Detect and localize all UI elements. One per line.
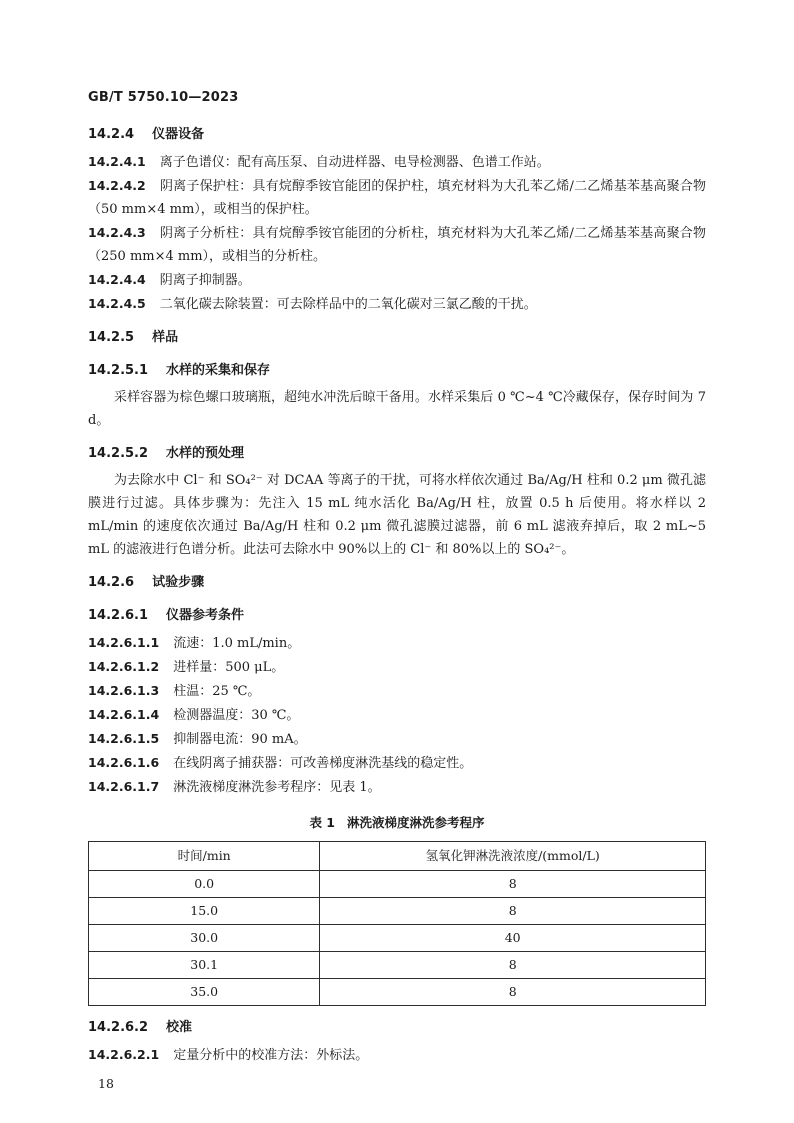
- clause-text: 阴离子抑制器。: [159, 273, 251, 288]
- table-row: [89, 952, 706, 979]
- paragraph-pretreatment: 为去除水中 Cl⁻ 和 SO₄²⁻ 对 DCAA 等离子的干扰，可将水样依次通过 Ba/Ag/H 柱和 0.2 μm 微孔滤膜进行过滤。具体步骤为：先注入 15 mL 纯水活化 Ba/Ag/H 柱，放置 0.5 h 后使用。将水样以 2 mL/min 的速度依次通过 Ba/Ag/H 柱和 0.2 μm 微孔滤膜过滤器，前 6 mL 滤液弃掉后，取 2 mL~5 mL 的滤液进行色谱分析。此法可去除水中 90%以上的 Cl⁻ 和 80%以上的 SO₄²⁻。: [88, 473, 706, 557]
- eluent-gradient-table: [88, 841, 706, 1006]
- heading-14-2-6-2: [88, 1016, 706, 1039]
- table-row: [89, 925, 706, 952]
- clause-number: 14.2.6.1.3: [88, 683, 160, 698]
- clause-text: 离子色谱仪：配有高压泵、自动进样器、电导检测器、色谱工作站。: [159, 155, 550, 170]
- clause-14-2-4-2: [88, 174, 706, 221]
- clause-14-2-6-1-3: [88, 679, 706, 703]
- clause-number: 14.2.6.1.2: [88, 659, 160, 674]
- clause-text: 检测器温度：30 ℃。: [173, 708, 300, 723]
- table-row: [89, 979, 706, 1006]
- table-title: 淋洗液梯度淋洗参考程序: [347, 815, 485, 830]
- clause-number: 14.2.6: [88, 575, 135, 590]
- heading-14-2-4: [88, 123, 706, 146]
- clause-title: 仪器设备: [152, 127, 205, 142]
- heading-14-2-5-2: [88, 442, 706, 465]
- heading-14-2-5-1: [88, 359, 706, 382]
- table-cell-concentration: 40: [320, 925, 706, 952]
- clause-14-2-4-5: [88, 292, 706, 316]
- table-caption: [88, 813, 706, 833]
- clause-title: 水样的预处理: [166, 446, 245, 461]
- clause-14-2-6-1-4: [88, 703, 706, 727]
- clause-14-2-4-1: [88, 150, 706, 174]
- table-cell-time: 15.0: [89, 898, 320, 925]
- paragraph-sampling: 采样容器为棕色螺口玻璃瓶，超纯水冲洗后晾干备用。水样采集后 0 ℃~4 ℃冷藏保存，保存时间为 7 d。: [88, 390, 706, 428]
- clause-number: 14.2.6.1.6: [88, 755, 160, 770]
- heading-14-2-6-1: [88, 604, 706, 627]
- table-cell-time: 30.0: [89, 925, 320, 952]
- page-number: 18: [98, 1076, 114, 1091]
- clause-number: 14.2.5.1: [88, 363, 149, 378]
- table-cell-concentration: 8: [320, 952, 706, 979]
- clause-title: 仪器参考条件: [166, 608, 245, 623]
- clause-number: 14.2.5: [88, 330, 135, 345]
- table-cell-time: 30.1: [89, 952, 320, 979]
- clause-text: 流速：1.0 mL/min。: [173, 636, 301, 651]
- clause-number: 14.2.6.1.5: [88, 731, 160, 746]
- clause-text: 在线阴离子捕获器：可改善梯度淋洗基线的稳定性。: [173, 756, 473, 771]
- clause-text: 柱温：25 ℃。: [173, 684, 261, 699]
- table-header-row: [89, 842, 706, 871]
- clause-text: 进样量：500 μL。: [173, 660, 285, 675]
- table-label: 表 1: [309, 815, 336, 830]
- clause-14-2-6-1-2: [88, 655, 706, 679]
- table-cell-time: 35.0: [89, 979, 320, 1006]
- table-cell-concentration: 8: [320, 979, 706, 1006]
- clause-14-2-6-1-6: [88, 751, 706, 775]
- clause-text: 阴离子保护柱：具有烷醇季铵官能团的保护柱，填充材料为大孔苯乙烯/二乙烯基苯基高聚合物（50 mm×4 mm），或相当的保护柱。: [88, 179, 706, 217]
- table-cell-time: 0.0: [89, 871, 320, 898]
- clause-number: 14.2.5.2: [88, 446, 149, 461]
- table-header-concentration: 氢氧化钾淋洗液浓度/(mmol/L): [320, 842, 706, 871]
- clause-14-2-6-1-5: [88, 727, 706, 751]
- clause-number: 14.2.6.2: [88, 1020, 149, 1035]
- standard-number-header: GB/T 5750.10—2023: [88, 90, 239, 105]
- clause-number: 14.2.4.2: [88, 178, 146, 193]
- clause-number: 14.2.6.2.1: [88, 1047, 160, 1062]
- clause-number: 14.2.4.1: [88, 154, 146, 169]
- table-row: [89, 871, 706, 898]
- clause-14-2-6-1-7: [88, 775, 706, 799]
- clause-14-2-6-1-1: [88, 631, 706, 655]
- clause-text: 阴离子分析柱：具有烷醇季铵官能团的分析柱，填充材料为大孔苯乙烯/二乙烯基苯基高聚合物（250 mm×4 mm），或相当的分析柱。: [88, 226, 706, 264]
- clause-text: 二氧化碳去除装置：可去除样品中的二氧化碳对三氯乙酸的干扰。: [159, 297, 537, 312]
- clause-number: 14.2.6.1: [88, 608, 149, 623]
- table-row: [89, 898, 706, 925]
- clause-title: 校准: [166, 1020, 193, 1035]
- clause-title: 水样的采集和保存: [166, 363, 271, 378]
- clause-number: 14.2.4.4: [88, 272, 146, 287]
- clause-title: 样品: [152, 330, 179, 345]
- clause-number: 14.2.4.5: [88, 296, 146, 311]
- clause-text: 抑制器电流：90 mA。: [173, 732, 307, 747]
- table-cell-concentration: 8: [320, 871, 706, 898]
- clause-14-2-4-3: [88, 221, 706, 268]
- heading-14-2-6: [88, 571, 706, 594]
- clause-number: 14.2.4: [88, 127, 135, 142]
- clause-number: 14.2.6.1.1: [88, 635, 160, 650]
- clause-text: 定量分析中的校准方法：外标法。: [173, 1048, 369, 1063]
- document-content: [88, 123, 706, 1093]
- clause-number: 14.2.4.3: [88, 225, 146, 240]
- clause-number: 14.2.6.1.7: [88, 779, 160, 794]
- table-cell-concentration: 8: [320, 898, 706, 925]
- clause-14-2-4-4: [88, 268, 706, 292]
- clause-number: 14.2.6.1.4: [88, 707, 160, 722]
- clause-14-2-6-2-1: [88, 1043, 706, 1067]
- heading-14-2-5: [88, 326, 706, 349]
- table-header-time: 时间/min: [89, 842, 320, 871]
- clause-title: 试验步骤: [152, 575, 205, 590]
- clause-text: 淋洗液梯度淋洗参考程序：见表 1。: [173, 780, 381, 795]
